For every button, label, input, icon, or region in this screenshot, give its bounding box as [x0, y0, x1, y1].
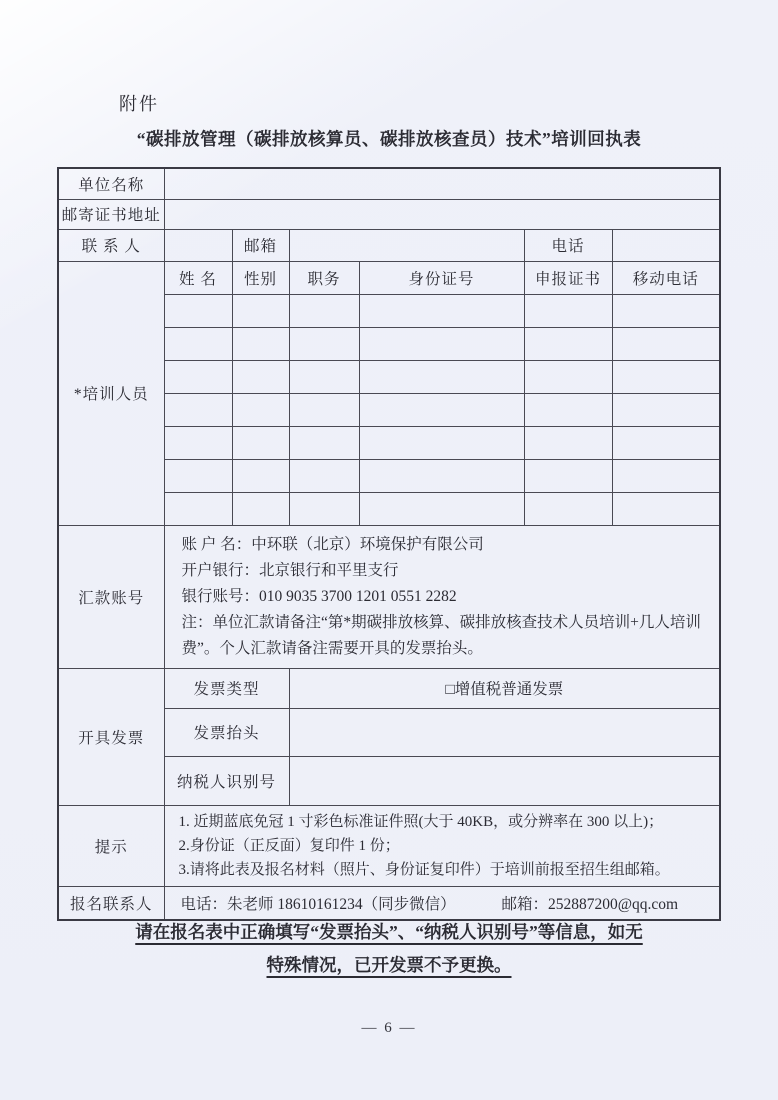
trainee-empty-cell [359, 459, 524, 492]
trainee-empty-cell [164, 492, 232, 525]
trainee-empty-cell [289, 459, 359, 492]
trainee-empty-cell [289, 327, 359, 360]
trainee-empty-cell [232, 426, 289, 459]
invoice-section-label: 开具发票 [58, 668, 164, 805]
trainee-empty-cell [289, 492, 359, 525]
contact-email-field [289, 229, 524, 261]
trainee-empty-cell [612, 426, 720, 459]
trainee-empty-cell [524, 492, 612, 525]
trainee-empty-cell [612, 294, 720, 327]
registration-contact-email: 邮箱：252887200@qq.com [501, 895, 679, 913]
attachment-label: 附件 [119, 94, 159, 114]
row-tips [58, 805, 720, 886]
footer-note-line2: 特殊情况，已开发票不予更换。 [266, 955, 512, 975]
invoice-title-field [289, 708, 720, 756]
trainee-empty-cell [232, 459, 289, 492]
remittance-account-details [164, 525, 720, 668]
company-name-label: 单位名称 [58, 168, 164, 199]
trainee-empty-cell [612, 492, 720, 525]
trainee-empty-cell [289, 426, 359, 459]
tips-label: 提示 [58, 805, 164, 886]
tip-item-submit: 3.请将此表及报名材料（照片、身份证复印件）于培训前报至招生组邮箱。 [178, 861, 670, 878]
trainee-empty-cell [164, 426, 232, 459]
row-remittance-account [58, 525, 720, 668]
tips-content [164, 805, 720, 886]
remittance-bank-account: 银行账号：010 9035 3700 1201 0551 2282 [181, 587, 457, 605]
trainee-empty-cell [612, 327, 720, 360]
trainee-empty-cell [524, 426, 612, 459]
mailing-address-label: 邮寄证书地址 [58, 199, 164, 229]
trainee-empty-cell [524, 294, 612, 327]
trainee-empty-cell [359, 426, 524, 459]
row-invoice-type [58, 668, 720, 708]
trainee-empty-cell [164, 327, 232, 360]
trainee-col-gender: 性别 [232, 261, 289, 294]
trainee-col-certificate: 申报证书 [524, 261, 612, 294]
tip-item-photo: 1. 近期蓝底免冠 1 寸彩色标准证件照(大于 40KB，或分辨率在 300 以上)； [178, 813, 664, 830]
taxpayer-id-field [289, 756, 720, 805]
remittance-account-name: 账 户 名：中环联（北京）环境保护有限公司 [181, 535, 484, 553]
trainee-empty-cell [524, 459, 612, 492]
contact-phone-label: 电话 [524, 229, 612, 261]
trainee-empty-cell [612, 459, 720, 492]
registration-contact-label: 报名联系人 [58, 886, 164, 920]
taxpayer-id-label: 纳税人识别号 [164, 756, 289, 805]
mailing-address-field [164, 199, 720, 229]
invoice-type-value: □增值税普通发票 [289, 668, 720, 708]
row-company-name [58, 168, 720, 199]
trainee-empty-cell [232, 360, 289, 393]
trainee-empty-cell [359, 393, 524, 426]
trainee-empty-cell [164, 393, 232, 426]
contact-person-label: 联 系 人 [58, 229, 164, 261]
page-number: — 6 — [361, 1020, 417, 1036]
contact-person-field [164, 229, 232, 261]
row-registration-contact [58, 886, 720, 920]
registration-contact-details [164, 886, 720, 920]
trainee-empty-cell [289, 360, 359, 393]
trainee-empty-cell [289, 393, 359, 426]
contact-email-label: 邮箱 [232, 229, 289, 261]
training-reply-form-table [57, 167, 721, 921]
remittance-note: 注：单位汇款请备注“第*期碳排放核算、碳排放核查技术人员培训+几人培训费”。个人汇款请备注需要开具的发票抬头。 [181, 613, 701, 657]
invoice-title-label: 发票抬头 [164, 708, 289, 756]
trainee-empty-cell [524, 393, 612, 426]
trainee-empty-cell [164, 294, 232, 327]
invoice-type-label: 发票类型 [164, 668, 289, 708]
trainee-empty-cell [524, 327, 612, 360]
trainee-empty-cell [359, 360, 524, 393]
remittance-bank-name: 开户银行：北京银行和平里支行 [181, 561, 399, 579]
trainee-empty-cell [359, 294, 524, 327]
trainee-col-name: 姓 名 [164, 261, 232, 294]
trainee-empty-cell [359, 327, 524, 360]
trainee-empty-cell [164, 459, 232, 492]
trainee-empty-cell [612, 360, 720, 393]
trainee-empty-cell [232, 294, 289, 327]
company-name-field [164, 168, 720, 199]
trainee-empty-cell [164, 360, 232, 393]
trainee-empty-cell [524, 360, 612, 393]
trainee-empty-cell [232, 327, 289, 360]
trainee-empty-cell [359, 492, 524, 525]
trainee-col-position: 职务 [289, 261, 359, 294]
trainee-empty-cell [289, 294, 359, 327]
trainee-col-mobile: 移动电话 [612, 261, 720, 294]
registration-contact-phone: 电话：朱老师 18610161234（同步微信） [180, 895, 456, 913]
trainee-empty-cell [232, 492, 289, 525]
remittance-account-label: 汇款账号 [58, 525, 164, 668]
trainee-empty-cell [232, 393, 289, 426]
trainee-header-row [58, 261, 720, 294]
footer-note-line1: 请在报名表中正确填写“发票抬头”、“纳税人识别号”等信息，如无 [135, 922, 643, 942]
trainee-empty-cell [612, 393, 720, 426]
trainees-label: *培训人员 [58, 261, 164, 525]
trainee-col-id-number: 身份证号 [359, 261, 524, 294]
contact-phone-field [612, 229, 720, 261]
row-contact-person [58, 229, 720, 261]
footer-note [0, 916, 778, 982]
tip-item-id-copy: 2.身份证（正反面）复印件 1 份； [178, 837, 400, 854]
page-title: “碳排放管理（碳排放核算员、碳排放核查员）技术”培训回执表 [136, 129, 642, 149]
row-mailing-address [58, 199, 720, 229]
